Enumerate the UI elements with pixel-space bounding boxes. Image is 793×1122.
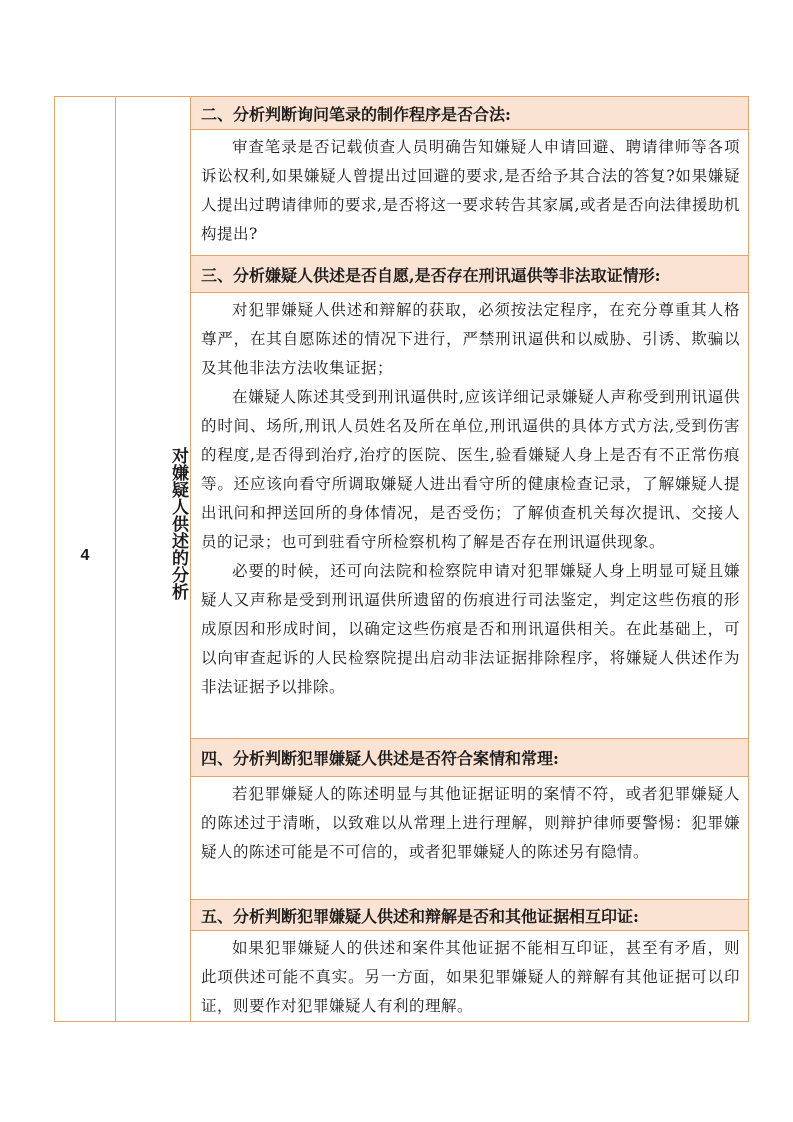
paragraph: 审查笔录是否记载侦查人员明确告知嫌疑人申请回避、聘请律师等各项诉讼权利,如果嫌疑人曾提出过回避的要求,是否给予其合法的答复?如果嫌疑人提出过聘请律师的要求,是否将这一要求转告其家属,或者是否向法律援助机构提出?: [201, 138, 740, 243]
paragraph: 在嫌疑人陈述其受到刑讯逼供时,应该详细记录嫌疑人声称受到刑讯逼供的时间、场所,刑讯人员姓名及所在单位,刑讯逼供的具体方式方法,受到伤害的程度,是否得到治疗,治疗的医院、医生,验看嫌疑人身上是否有不正常伤痕等。还应该向看守所调取嫌疑人进出看守所的健康检查记录，了解嫌疑人提出讯问和押送回所的身体情况，是否受伤；了解侦查机关每次提讯、交接人员的记录；也可到驻看守所检察机构了解是否存在刑讯逼供现象。: [201, 388, 740, 551]
paragraph: 对犯罪嫌疑人供述和辩解的获取，必须按法定程序，在充分尊重其人格尊严，在其自愿陈述的情况下进行，严禁刑讯逼供和以威胁、引诱、欺骗以及其他非法方法收集证据；: [201, 301, 740, 377]
evidence-analysis-table: [54, 96, 749, 1022]
section-heading: 三、分析嫌疑人供述是否自愿,是否存在刑讯逼供等非法取证情形:: [191, 256, 748, 293]
row-title-cell: [116, 97, 191, 1021]
content-cell: [191, 97, 748, 1021]
section-heading: 四、分析判断犯罪嫌疑人供述是否符合案情和常理:: [191, 739, 748, 777]
section-body: [191, 931, 748, 1021]
row-number-cell: [55, 97, 116, 1021]
section-body: [191, 130, 748, 256]
paragraph: 必要的时候，还可向法院和检察院申请对犯罪嫌疑人身上明显可疑且嫌疑人又声称是受到刑讯逼供所遗留的伤痕进行司法鉴定，判定这些伤痕的形成原因和形成时间，以确定这些伤痕是否和刑讯逼供相关。在此基础上，可以向审查起诉的人民检察院提出启动非法证据排除程序，将嫌疑人供述作为非法证据予以排除。: [201, 562, 740, 696]
row-number: 4: [80, 547, 90, 564]
paragraph: 若犯罪嫌疑人的陈述明显与其他证据证明的案情不符，或者犯罪嫌疑人的陈述过于清晰，以致难以从常理上进行理解，则辩护律师要警惕：犯罪嫌疑人的陈述可能是不可信的，或者犯罪嫌疑人的陈述另有隐情。: [201, 785, 740, 861]
section-heading: 五、分析判断犯罪嫌疑人供述和辩解是否和其他证据相互印证:: [191, 900, 748, 931]
section-heading: 二、分析判断询问笔录的制作程序是否合法:: [191, 97, 748, 130]
section-body: [191, 293, 748, 739]
section-body: [191, 777, 748, 900]
paragraph: 如果犯罪嫌疑人的供述和案件其他证据不能相互印证，甚至有矛盾，则此项供述可能不真实。另一方面，如果犯罪嫌疑人的辩解有其他证据可以印证，则要作对犯罪嫌疑人有利的理解。: [201, 939, 740, 1015]
row-title: 对嫌疑人供述的分析: [168, 447, 188, 600]
